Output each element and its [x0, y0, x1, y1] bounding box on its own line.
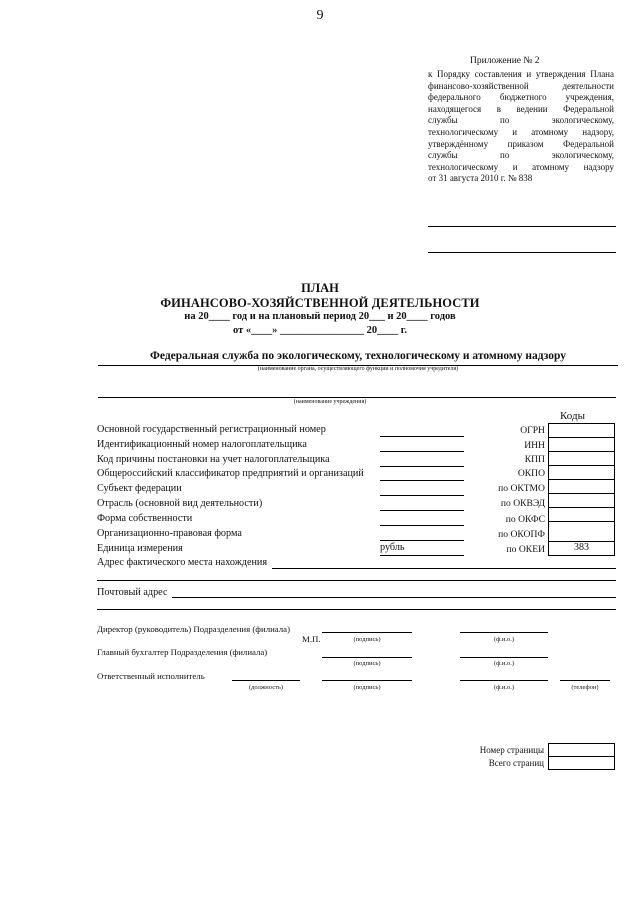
total-pages-label: Всего страниц — [488, 758, 544, 768]
appendix-text — [428, 69, 614, 185]
appendix-line: федерального бюджетного учреждения, — [428, 92, 614, 103]
doc-period: на 20____ год и на плановый период 20___ и 20____ годов — [184, 311, 456, 322]
agency-name: Федеральная служба по экологическому, технологическому и атомному надзору — [150, 350, 566, 362]
director-fio-line[interactable] — [460, 632, 548, 633]
row-code-inn: ИНН — [524, 440, 545, 451]
appendix-line: к Порядку составления и утверждения Плана — [428, 69, 614, 79]
actual-address-line-2[interactable] — [97, 580, 616, 581]
accountant-label: Главный бухгалтер Подразделения (филиала) — [97, 647, 268, 657]
postal-address-line-2[interactable] — [97, 609, 616, 610]
row-label-okopf: Организационно-правовая форма — [97, 528, 242, 539]
row-line — [380, 555, 464, 556]
row-code-oktmo: по ОКТМО — [498, 483, 545, 494]
approval-line — [428, 226, 616, 227]
appendix-line: утверждённому приказом Федеральной — [428, 138, 614, 149]
code-box-oktmo[interactable] — [548, 479, 615, 493]
code-value-okei: 383 — [574, 542, 589, 553]
director-signature-line[interactable] — [322, 632, 412, 633]
row-line — [380, 525, 464, 526]
postal-address-label: Почтовый адрес — [97, 587, 168, 598]
fio-caption: (ф.и.о.) — [493, 636, 515, 643]
row-label-okei: Единица измерения — [97, 543, 183, 554]
row-code-kpp: КПП — [524, 454, 545, 465]
executor-signature-line[interactable] — [322, 680, 412, 681]
row-code-ogrn: ОГРН — [520, 425, 545, 436]
accountant-fio-line[interactable] — [460, 657, 548, 658]
executor-label: Ответственный исполнитель — [97, 671, 205, 681]
actual-address-label: Адрес фактического места нахождения — [97, 557, 268, 568]
agency-caption: (наименование органа, осуществляющего функции и полномочия учредителя) — [257, 366, 459, 372]
row-line — [380, 540, 464, 541]
row-code-okei: по ОКЕИ — [506, 544, 545, 555]
row-code-okpo: ОКПО — [517, 468, 545, 479]
row-label-okfs: Форма собственности — [97, 513, 193, 524]
appendix-line: технологическому и атомному надзору, — [428, 126, 614, 137]
executor-phone-line[interactable] — [560, 680, 610, 681]
row-code-okved: по ОКВЭД — [500, 498, 545, 509]
doc-date: от «____» ________________ 20____ г. — [233, 325, 407, 336]
institution-line-end — [488, 397, 616, 398]
row-label-oktmo: Субъект федерации — [97, 483, 182, 494]
row-code-okfs: по ОКФС — [505, 514, 545, 525]
code-box-okpo[interactable] — [548, 465, 615, 479]
appendix-title: Приложение № 2 — [470, 56, 540, 66]
code-box-kpp[interactable] — [548, 451, 615, 465]
codes-header: Коды — [560, 410, 585, 422]
row-line — [380, 436, 464, 437]
executor-fio-line[interactable] — [460, 680, 548, 681]
row-label-kpp: Код причины постановки на учет налогоплательщика — [97, 454, 330, 465]
code-box-inn[interactable] — [548, 437, 615, 451]
signature-caption: (подпись) — [353, 684, 381, 691]
row-line — [380, 480, 464, 481]
code-box-okfs[interactable] — [548, 507, 615, 521]
appendix-line: службы по экологическому, — [428, 150, 614, 161]
appendix-line: финансово-хозяйственной деятельности — [428, 80, 614, 91]
postal-address-line[interactable] — [172, 597, 616, 598]
signature-caption: (подпись) — [353, 660, 381, 667]
code-box-okopf[interactable] — [548, 521, 615, 541]
appendix-line: технологическому и атомному надзору — [428, 161, 614, 172]
phone-caption: (телефон) — [571, 684, 599, 691]
row-line — [380, 466, 464, 467]
page-number: 9 — [316, 8, 324, 23]
executor-position-line[interactable] — [232, 680, 300, 681]
fio-caption: (ф.и.о.) — [493, 684, 515, 691]
accountant-signature-line[interactable] — [322, 657, 412, 658]
doc-subtitle: ФИНАНСОВО-ХОЗЯЙСТВЕННОЙ ДЕЯТЕЛЬНОСТИ — [160, 296, 480, 310]
stamp-label: М.П. — [302, 634, 321, 644]
row-line — [380, 451, 464, 452]
row-label-okved: Отрасль (основной вид деятельности) — [97, 498, 263, 509]
signature-caption: (подпись) — [353, 636, 381, 643]
row-line — [380, 495, 464, 496]
row-label-ogrn: Основной государственный регистрационный номер — [97, 424, 326, 435]
code-box-okved[interactable] — [548, 493, 615, 507]
institution-caption: (наименование учреждения) — [293, 399, 367, 405]
row-line — [380, 510, 464, 511]
actual-address-line[interactable] — [272, 568, 616, 569]
page-number-box[interactable] — [548, 743, 615, 757]
position-caption: (должность) — [248, 684, 284, 691]
appendix-line: находящегося в ведении Федеральной — [428, 103, 614, 114]
row-label-okpo: Общероссийский классификатор предприятий и организаций — [97, 468, 364, 479]
approval-line — [428, 252, 616, 253]
row-label-inn: Идентификационный номер налогоплательщика — [97, 439, 307, 450]
director-label: Директор (руководитель) Подразделения (филиала) — [97, 624, 290, 634]
row-value-okei: рубль — [380, 542, 405, 553]
code-box-ogrn[interactable] — [548, 423, 615, 437]
fio-caption: (ф.и.о.) — [493, 660, 515, 667]
doc-title: ПЛАН — [301, 281, 339, 295]
appendix-line: от 31 августа 2010 г. № 838 — [428, 173, 533, 184]
appendix-line: службы по экологическому, — [428, 115, 614, 126]
total-pages-box[interactable] — [548, 756, 615, 770]
page-number-label: Номер страницы — [479, 745, 544, 755]
institution-line — [98, 397, 488, 398]
row-code-okopf: по ОКОПФ — [498, 529, 545, 540]
